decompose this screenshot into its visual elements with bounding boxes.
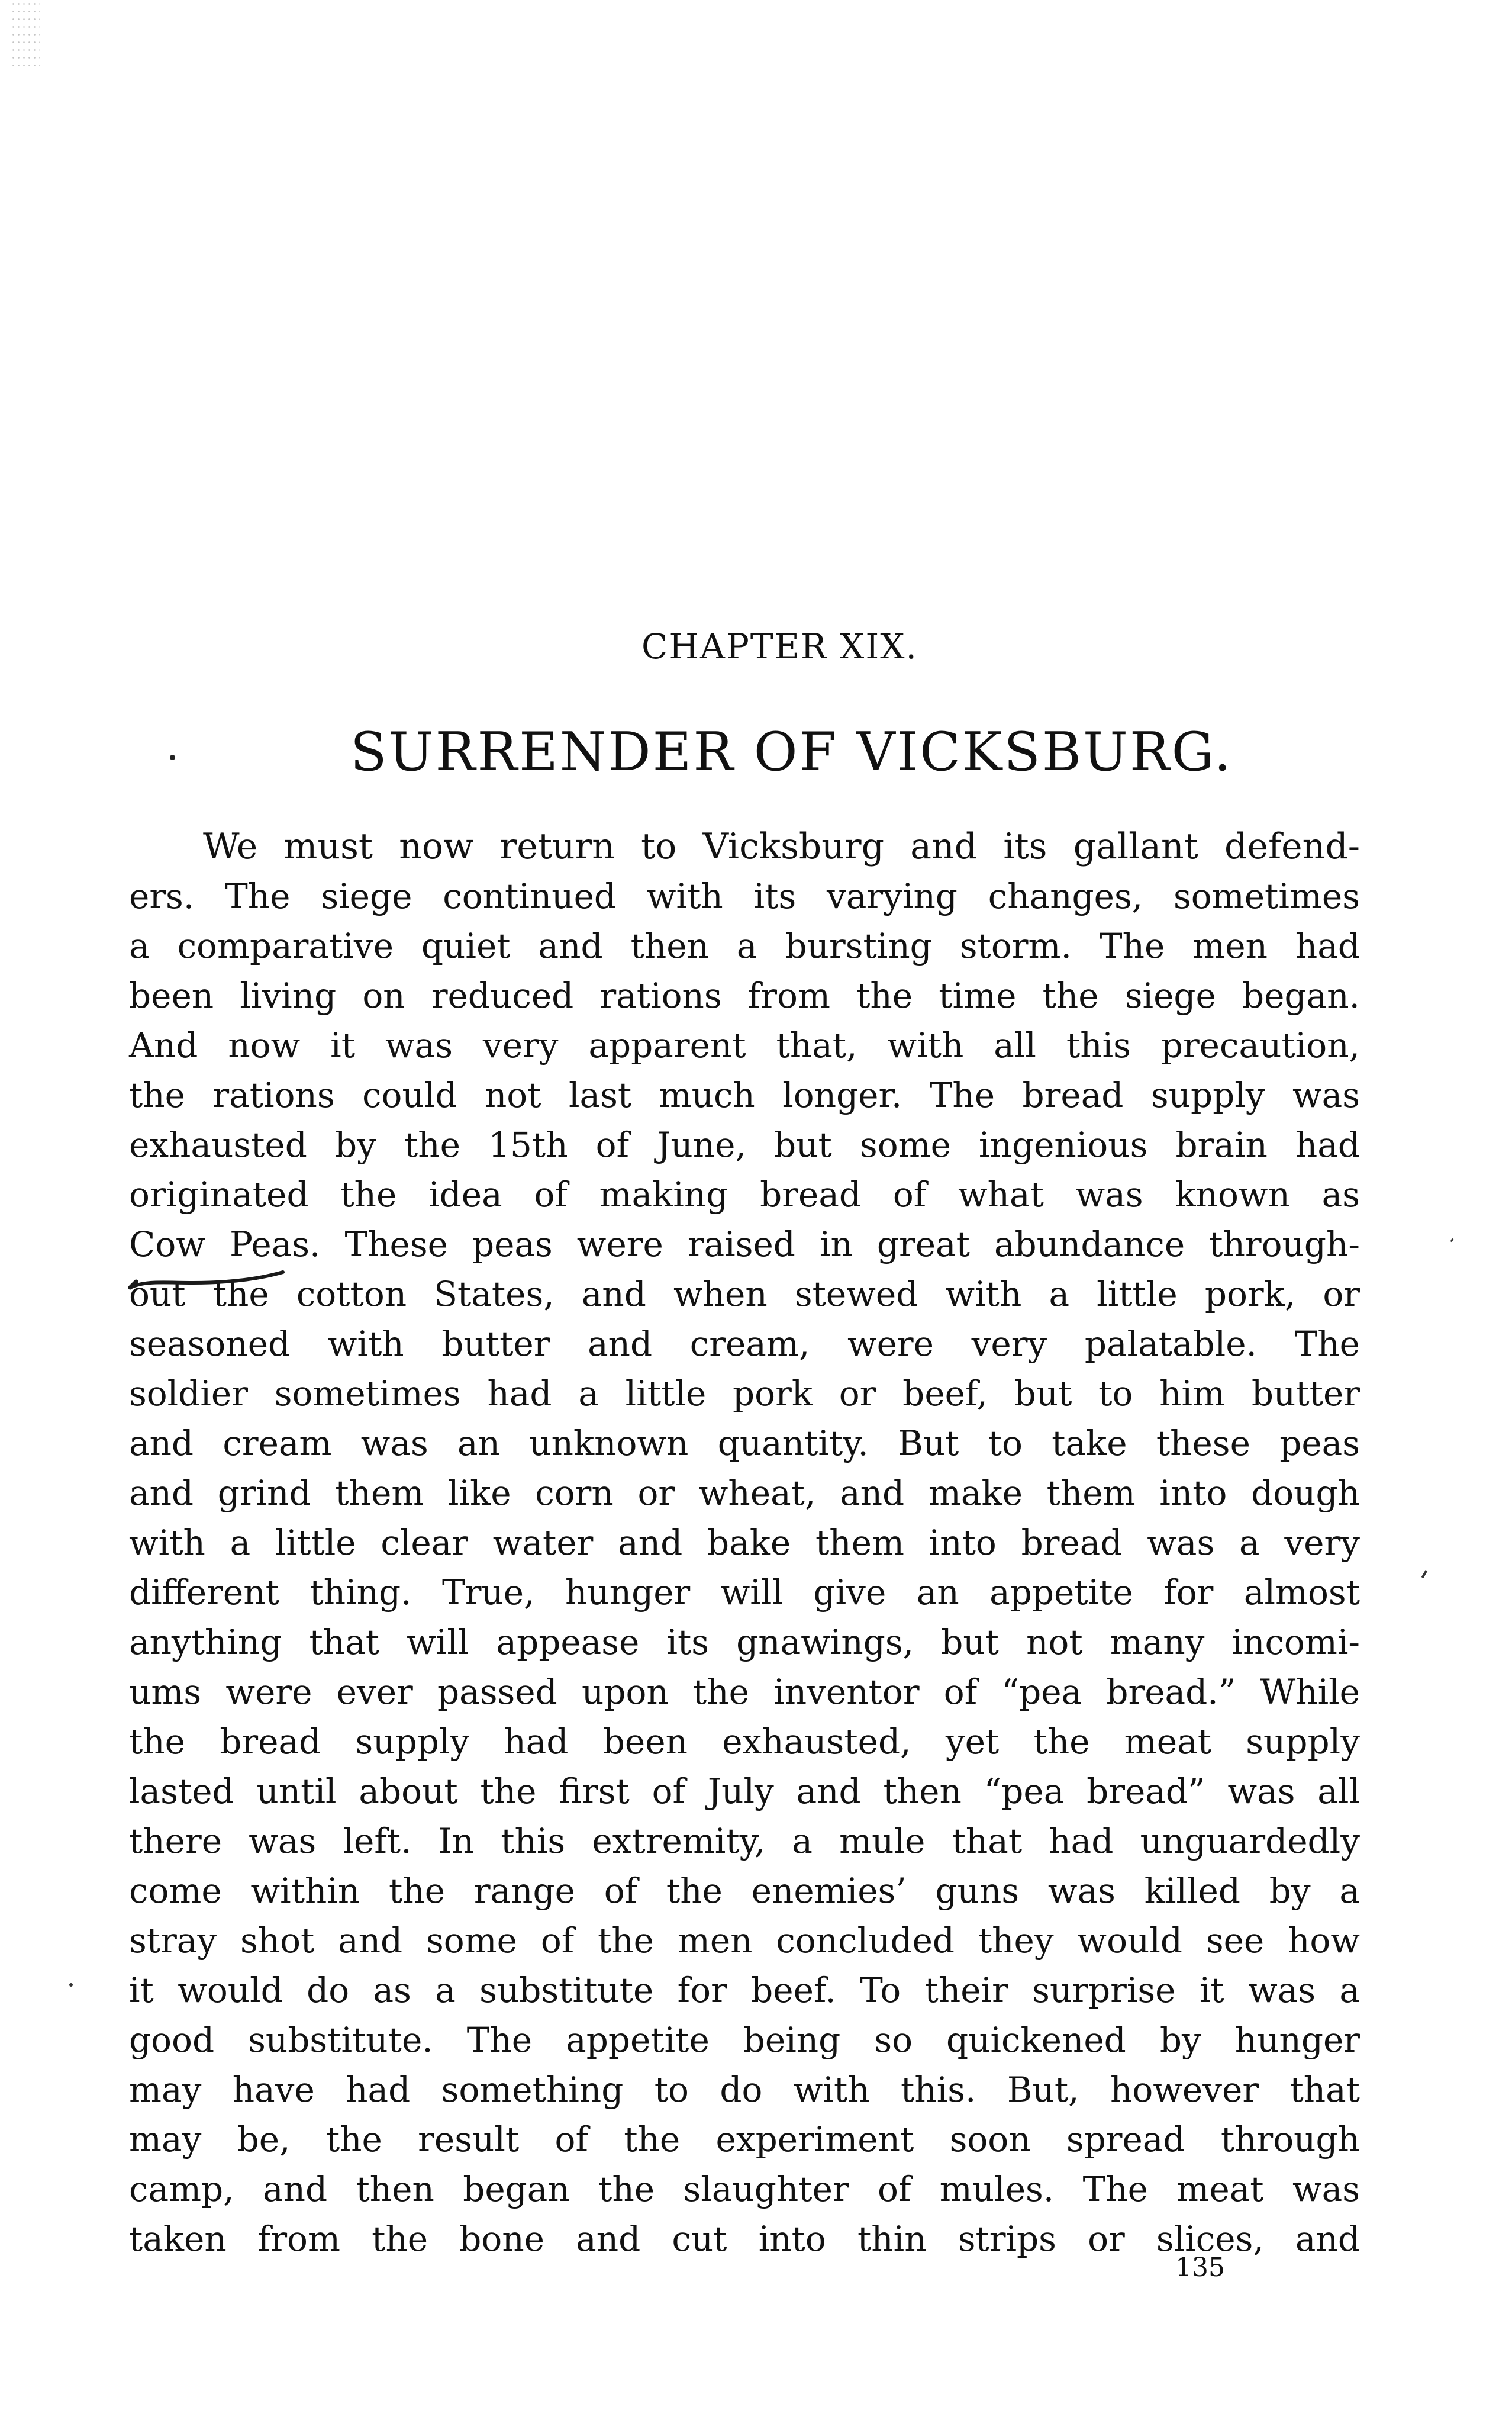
margin-mark xyxy=(1450,1238,1454,1243)
text-line: a comparative quiet and then a bursting storm. The men had xyxy=(129,926,1360,966)
text-line: may have had something to do with this. But, however that xyxy=(129,2070,1360,2110)
text-line: and grind them like corn or wheat, and make them into dough xyxy=(129,1473,1360,1513)
text-line: ums were ever passed upon the inventor of “pea bread.” While xyxy=(129,1672,1360,1712)
text-line: exhausted by the 15th of June, but some ingenious brain had xyxy=(129,1125,1360,1165)
text-line: it would do as a substitute for beef. To their surprise it was a xyxy=(129,1970,1360,2010)
text-line: different thing. True, hunger will give an appetite for almost xyxy=(129,1572,1360,1613)
text-line: good substitute. The appetite being so quickened by hunger xyxy=(129,2020,1360,2060)
text-line: may be, the result of the experiment soon spread through xyxy=(129,2119,1360,2160)
text-line: come within the range of the enemies’ guns was killed by a xyxy=(129,1871,1360,1911)
scan-speckle xyxy=(11,0,40,71)
text-line: Cow Peas. These peas were raised in great abundance through- xyxy=(129,1224,1360,1264)
text-line: taken from the bone and cut into thin strips or slices, and xyxy=(129,2219,1360,2259)
text-line: seasoned with butter and cream, were very palatable. The xyxy=(129,1324,1360,1364)
text-line: out the cotton States, and when stewed with a little pork, or xyxy=(129,1274,1360,1314)
text-line: been living on reduced rations from the time the siege began. xyxy=(129,976,1360,1016)
text-line: there was left. In this extremity, a mule that had unguardedly xyxy=(129,1821,1360,1861)
pencil-stroke xyxy=(130,1272,283,1288)
text-line: ers. The siege continued with its varying changes, sometimes xyxy=(129,876,1360,916)
text-line: camp, and then began the slaughter of mules. The meat was xyxy=(129,2169,1360,2209)
chapter-title: SURRENDER OF VICKSBURG. xyxy=(350,721,1233,783)
text-line: stray shot and some of the men concluded they would see how xyxy=(129,1920,1360,1961)
margin-mark xyxy=(1421,1570,1427,1578)
text-line: We must now return to Vicksburg and its gallant defend- xyxy=(203,826,1360,867)
page-number: 135 xyxy=(1175,2252,1225,2283)
text-line: And now it was very apparent that, with all this precaution, xyxy=(129,1025,1360,1066)
text-line: with a little clear water and bake them into bread was a very xyxy=(129,1523,1360,1563)
text-line: and cream was an unknown quantity. But to take these peas xyxy=(129,1423,1360,1463)
text-line: anything that will appease its gnawings, but not many incomi- xyxy=(129,1622,1360,1662)
chapter-number: CHAPTER XIX. xyxy=(641,626,918,667)
text-line: the bread supply had been exhausted, yet the meat supply xyxy=(129,1721,1360,1762)
text-line: soldier sometimes had a little pork or beef, but to him butter xyxy=(129,1373,1360,1414)
text-line: originated the idea of making bread of what was known as xyxy=(129,1174,1360,1215)
body-paragraph xyxy=(129,822,1360,2264)
text-line: the rations could not last much longer. The bread supply was xyxy=(129,1075,1360,1115)
text-line: lasted until about the first of July and then “pea bread” was all xyxy=(129,1771,1360,1811)
margin-mark xyxy=(69,1983,73,1987)
pencil-underline-mark xyxy=(128,1270,288,1293)
